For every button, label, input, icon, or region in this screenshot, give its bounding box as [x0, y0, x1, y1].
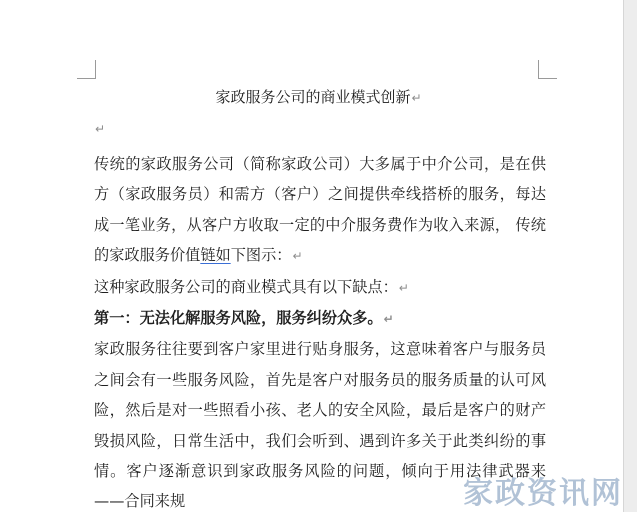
paragraph-mark-icon: ↵ — [383, 312, 394, 327]
crop-mark-top-right — [538, 60, 557, 79]
document-title[interactable] — [0, 86, 637, 109]
paragraph-intro-end[interactable]: 下图示： — [230, 246, 292, 265]
watermark-logo: 家政资讯网 — [463, 476, 623, 511]
paragraph-mark-icon: ↵ — [95, 122, 106, 136]
heading-first-text[interactable]: 第一：无法化解服务风险，服务纠纷众多。 — [94, 309, 383, 328]
document-body[interactable] — [94, 149, 546, 517]
paragraph-disadvantages[interactable] — [94, 272, 546, 303]
document-title-text[interactable]: 家政服务公司的商业模式创新 — [215, 88, 411, 106]
paragraph-intro[interactable] — [94, 149, 546, 272]
paragraph-heading-first[interactable] — [94, 303, 546, 334]
empty-paragraph[interactable] — [94, 119, 105, 139]
paragraph-mark-icon: ↵ — [292, 249, 303, 264]
vertical-scrollbar[interactable] — [623, 0, 637, 512]
paragraph-mark-icon: ↵ — [411, 91, 422, 105]
paragraph-disadvantages-text[interactable]: 这种家政服务公司的商业模式具有以下缺点： — [94, 277, 398, 296]
paragraph-intro-text[interactable]: 传统的家政服务公司（简称家政公司）大多属于中介公司，是在供方（家政服务员）和需方（客户）之间提供牵线搭桥的服务，每达成一笔业务，从客户方收取一定的中介服务费作为收入来源， 传统的家政服务价值 — [94, 155, 546, 265]
paragraph-risk-text[interactable]: 家政服务往往要到客户家里进行贴身服务，这意味着客户与服务员之间会有一些服务风险，首先是客户对服务员的服务质量的认可风险，然后是对一些照看小孩、老人的安全风险，最后是客户的财产毁损风险，日常生活中，我们会听到、遇到许多关于此类纠纷的事情。客户逐渐意识到家政服务风险的问题，倾向于用法律武器来——合同来规 — [94, 340, 546, 511]
paragraph-mark-icon: ↵ — [398, 280, 409, 295]
spellcheck-underlined-text[interactable]: 链如 — [200, 246, 231, 265]
crop-mark-top-left — [77, 60, 96, 79]
